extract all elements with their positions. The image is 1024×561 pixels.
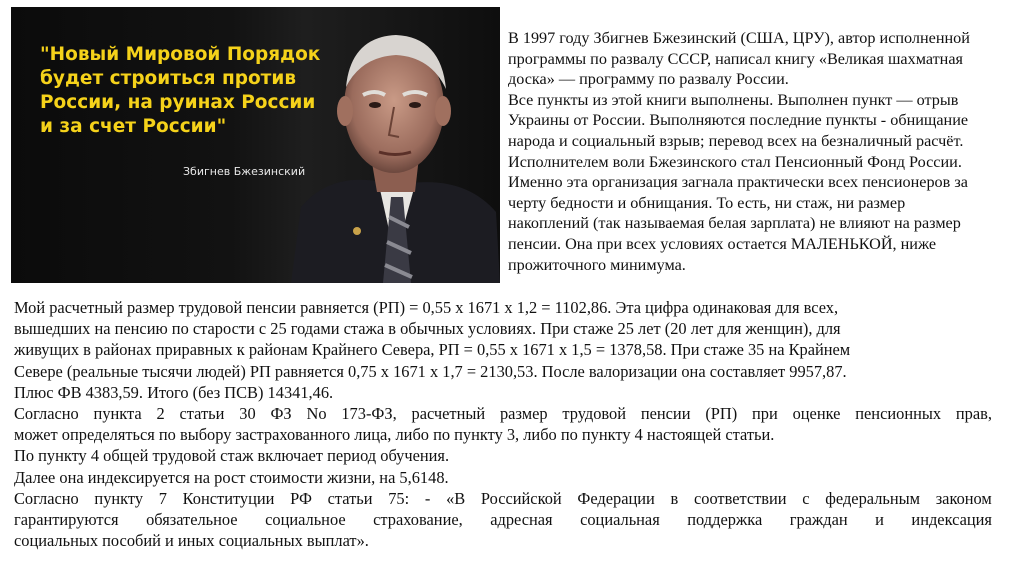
word: оценке (792, 404, 841, 424)
word: с (802, 488, 810, 508)
word: поддержка (687, 510, 763, 530)
word: РФ (290, 488, 312, 508)
word: социальное (265, 510, 346, 530)
quote-line: России, на руинах России (40, 92, 316, 113)
text-line-justified (14, 509, 992, 530)
quote-line: и за счет России" (40, 116, 227, 137)
text-line: Севере (реальные тысячи людей) РП равняется 0,75 х 1671 х 1,7 = 2130,53. После валоризации она составляет 9957,87. (14, 361, 847, 381)
word: адресная (490, 510, 553, 530)
text-line: Плюс ФВ 4383,59. Итого (без ПСВ) 14341,46. (14, 382, 334, 402)
word: законом (935, 488, 992, 508)
word: пенсии (640, 404, 691, 424)
text-line-justified (14, 403, 992, 424)
portrait-photo (11, 7, 500, 283)
word: (РП) (705, 404, 738, 424)
word: страхование, (373, 510, 463, 530)
word: прав, (955, 404, 992, 424)
quote-line: будет строиться против (40, 68, 297, 89)
word: и (875, 510, 884, 530)
word: федеральным (825, 488, 920, 508)
text-line: Далее она индексируется на рост стоимости жизни, на 5,6148. (14, 467, 449, 487)
word: статьи (179, 404, 225, 424)
quote-line: "Новый Мировой Порядок (40, 44, 321, 65)
word: индексация (911, 510, 992, 530)
word: ФЗ (270, 404, 292, 424)
word: 75: (388, 488, 410, 508)
word: Конституции (182, 488, 275, 508)
word: 7 (158, 488, 167, 508)
word: граждан (789, 510, 848, 530)
word: «В (446, 488, 466, 508)
word: трудовой (562, 404, 627, 424)
word: Согласно (14, 404, 79, 424)
word: пенсионных (855, 404, 942, 424)
photo-caption: Збигнев Бжезинский (183, 165, 306, 178)
word: обязательное (146, 510, 238, 530)
word: Российской (480, 488, 562, 508)
text-line: В 1997 году Збигнев Бжезинский (США, ЦРУ), автор исполненной (508, 29, 970, 47)
text-line-justified (14, 488, 992, 509)
text-line: может определяться по выбору застрахованного лица, либо по пункту 3, либо по пункту 4 настоящей статьи. (14, 425, 775, 445)
word: Федерации (577, 488, 655, 508)
text-line: прожиточного минимума. (508, 255, 686, 274)
word: статьи (327, 488, 373, 508)
text-line: Украины от России. Выполняются последние пункты - обнищание (508, 111, 969, 130)
text-line: накоплений (так называемая белая зарплата) не влияют на размер (508, 214, 961, 233)
text-line: программы по развалу СССР, написал книгу «Великая шахматная (508, 49, 963, 68)
text-line: Мой расчетный размер трудовой пенсии равняется (РП) = 0,55 х 1671 х 1,2 = 1102,86. Эта цифра одинаковая для всех, (14, 298, 839, 317)
main-paragraph (14, 297, 992, 551)
word: пункту (94, 488, 144, 508)
side-paragraph (508, 28, 1013, 275)
word: Согласно (14, 488, 79, 508)
word: гарантируются (14, 510, 119, 530)
word: при (752, 404, 778, 424)
word: 30 (239, 404, 256, 424)
text-line: черту бедности и обнищания. То есть, ни стаж, ни размер (508, 193, 906, 212)
word: - (424, 488, 431, 508)
text-line: народа и социальный взрыв; перевод всех на безналичный расчёт. (508, 131, 964, 150)
text-line: живущих в районах приравных к районам Крайнего Севера, РП = 0,55 х 1671 х 1,5 = 1378,58. При стаже 35 на Крайнем (14, 340, 851, 360)
quote-text (40, 43, 340, 139)
text-line: пенсии. Она при всех условиях остается МАЛЕНЬКОЙ, ниже (508, 234, 937, 253)
text-line: социальных пособий и иных социальных выплат». (14, 531, 369, 551)
word: 2 (156, 404, 165, 424)
text-line: Все пункты из этой книги выполнены. Выполнен пункт — отрыв (508, 90, 959, 109)
word: в (670, 488, 679, 508)
word: размер (499, 404, 548, 424)
text-line: Исполнителем воли Бжезинского стал Пенсионный Фонд России. (508, 152, 962, 171)
word: социальная (580, 510, 660, 530)
text-line: доска» — программу по развалу России. (508, 70, 789, 89)
text-line: Именно эта организация загнала практически всех пенсионеров за (508, 173, 968, 192)
word: соответствии (693, 488, 787, 508)
word: расчетный (411, 404, 486, 424)
word: 173-ФЗ, (341, 404, 397, 424)
text-line: вышедших на пенсию по старости с 25 годами стажа в обычных условиях. При стаже 25 лет (20 лет для женщин), для (14, 319, 841, 339)
text-line: По пункту 4 общей трудовой стаж включает период обучения. (14, 446, 450, 466)
word: No (306, 404, 327, 424)
word: пункта (93, 404, 142, 424)
